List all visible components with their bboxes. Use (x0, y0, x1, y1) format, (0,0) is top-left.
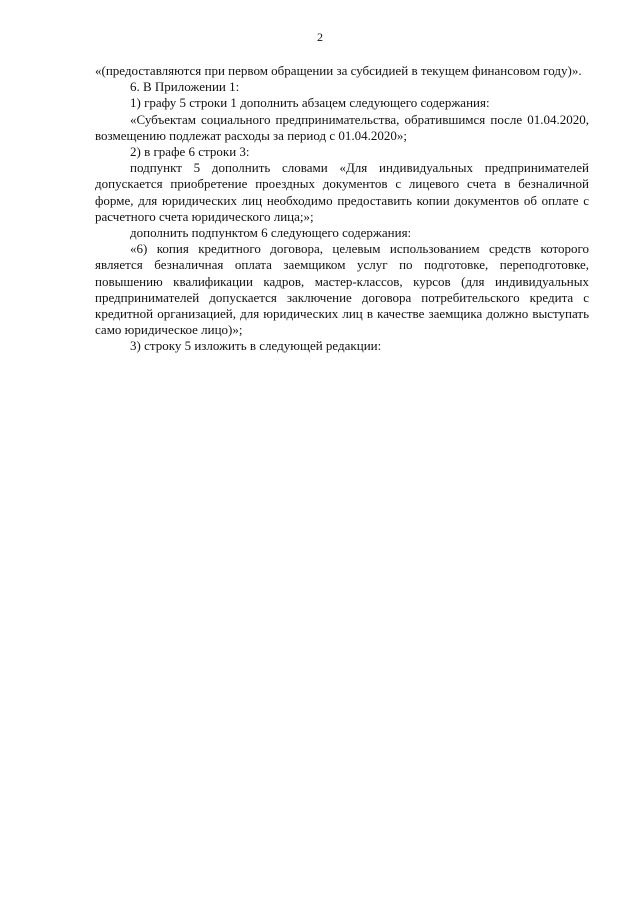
paragraph-add-subpoint-6: дополнить подпунктом 6 следующего содержания: (130, 225, 412, 241)
paragraph-item-1: 1) графу 5 строки 1 дополнить абзацем следующего содержания: (130, 95, 490, 111)
paragraph-item-1-quote: «Субъектам социального предпринимательства, обратившимся после 01.04.2020, возмещению подлежат расходы за период с 01.04.2020»; (95, 111, 589, 143)
paragraph-item-2: 2) в графе 6 строки 3: (130, 144, 250, 160)
document-body (95, 63, 589, 355)
paragraph-item-3: 3) строку 5 изложить в следующей редакции: (130, 338, 382, 354)
paragraph-section-6: 6. В Приложении 1: (130, 79, 240, 95)
paragraph-continuation: «(предоставляются при первом обращении за субсидией в текущем финансовом году)». (95, 63, 582, 78)
page-number: 2 (317, 30, 323, 44)
paragraph-subpoint-5: подпункт 5 дополнить словами «Для индивидуальных предпринимателей допускается приобретение проездных документов с лицевого счета в безналичной форме, для юридических лиц необходимо предоставить копии документов об оплате с расчетного счета юридического лица;»; (95, 160, 589, 224)
paragraph-subpoint-6-quote: «6) копия кредитного договора, целевым использованием средств которого является безналичная оплата заемщиком услуг по подготовке, переподготовке, повышению квалификации кадров, мастер-классов, курсов (для индивидуальных предпринимателей допускается заключение договора потребительского кредита с кредитной организацией, для юридических лиц в качестве заемщика должно выступать само юридическое лицо)»; (95, 241, 589, 338)
